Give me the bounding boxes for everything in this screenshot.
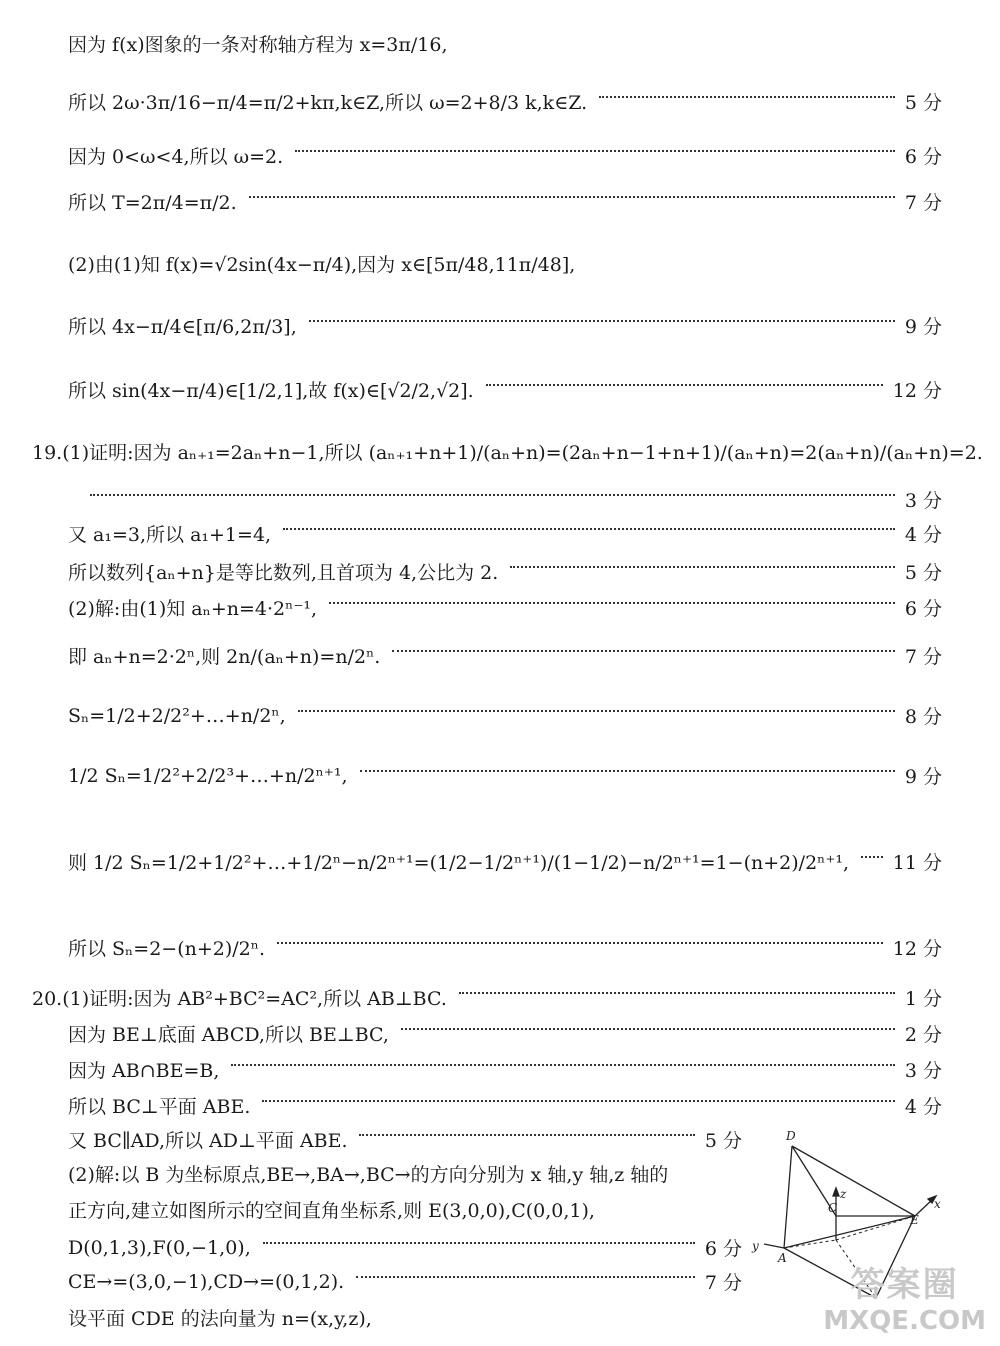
score: 6 分	[904, 146, 942, 168]
line-4: 所以 T=2π/4=π/2. 7 分	[68, 188, 942, 215]
line-18: 20.(1)证明:因为 AB²+BC²=AC²,所以 AB⊥BC. 1 分	[32, 984, 942, 1011]
label-d: D	[786, 1129, 796, 1143]
score: 5 分	[704, 1130, 742, 1152]
line-26: CE→=(3,0,−1),CD→=(0,1,2). 7 分	[68, 1268, 742, 1295]
leader-dots	[263, 1242, 695, 1244]
label-y: y	[752, 1239, 759, 1253]
score: 4 分	[904, 1096, 942, 1118]
leader-dots	[401, 1028, 895, 1030]
line-9	[90, 486, 942, 513]
score: 5 分	[904, 562, 942, 584]
score: 7 分	[904, 646, 942, 668]
line-10: 又 a₁=3,所以 a₁+1=4, 4 分	[68, 520, 942, 547]
line-21: 所以 BC⊥平面 ABE. 4 分	[68, 1092, 942, 1119]
score: 7 分	[904, 192, 942, 214]
label-c: C	[828, 1201, 838, 1215]
leader-dots	[298, 710, 895, 712]
z-axis-arrow	[833, 1188, 839, 1196]
line-7: 所以 sin(4x−π/4)∈[1/2,1],故 f(x)∈[√2/2,√2]. 12 分	[68, 376, 942, 403]
leader-dots	[231, 1064, 894, 1066]
line-27: 设平面 CDE 的法向量为 n=(x,y,z),	[68, 1308, 372, 1330]
leader-dots	[356, 1276, 695, 1278]
line-22: 又 BC∥AD,所以 AD⊥平面 ABE. 5 分	[68, 1126, 742, 1153]
line-25: D(0,1,3),F(0,−1,0), 6 分	[68, 1234, 742, 1261]
score: 8 分	[904, 706, 942, 728]
score: 6 分	[704, 1238, 742, 1260]
score: 4 分	[904, 524, 942, 546]
line-17: 所以 Sₙ=2−(n+2)/2ⁿ. 12 分	[68, 934, 942, 961]
line-16: 则 1/2 Sₙ=1/2+1/2²+…+1/2ⁿ−n/2ⁿ⁺¹=(1/2−1/2ⁿ⁺¹)/(1−1/2)−n/2ⁿ⁺¹=1−(n+2)/2ⁿ⁺¹, 11 分	[68, 848, 942, 875]
score: 3 分	[904, 1060, 942, 1082]
score: 9 分	[904, 316, 942, 338]
leader-dots	[861, 856, 883, 858]
score: 1 分	[904, 988, 942, 1010]
edge-ae	[784, 1216, 915, 1248]
leader-dots	[486, 384, 883, 386]
line-15: 1/2 Sₙ=1/2²+2/2³+…+n/2ⁿ⁺¹, 9 分	[68, 762, 942, 789]
line-2: 所以 2ω·3π/16−π/4=π/2+kπ,k∈Z,所以 ω=2+8/3 k,k∈Z. 5 分	[68, 88, 942, 115]
line-13: 即 aₙ+n=2·2ⁿ,则 2n/(aₙ+n)=n/2ⁿ. 7 分	[68, 642, 942, 669]
leader-dots	[359, 1134, 694, 1136]
y-axis	[764, 1244, 784, 1248]
score: 9 分	[904, 766, 942, 788]
line-24: 正方向,建立如图所示的空间直角坐标系,则 E(3,0,0),C(0,0,1),	[68, 1200, 595, 1222]
line-14: Sₙ=1/2+2/2²+…+n/2ⁿ, 8 分	[68, 702, 942, 729]
line-20: 因为 AB∩BE=B, 3 分	[68, 1056, 942, 1083]
label-e: E	[910, 1213, 919, 1227]
leader-dots	[599, 96, 895, 98]
leader-dots	[329, 602, 895, 604]
line-8: 19.(1)证明:因为 aₙ₊₁=2aₙ+n−1,所以 (aₙ₊₁+n+1)/(aₙ+n)=(2aₙ+n−1+n+1)/(aₙ+n)=2(aₙ+n)/(aₙ+n)=2.	[32, 442, 983, 464]
leader-dots	[295, 150, 895, 152]
line-1: 因为 f(x)图象的一条对称轴方程为 x=3π/16,	[68, 34, 448, 56]
line-5: (2)由(1)知 f(x)=√2sin(4x−π/4),因为 x∈[5π/48,11π/48],	[68, 254, 576, 276]
leader-dots	[90, 494, 895, 496]
label-x: x	[934, 1197, 941, 1211]
leader-dots	[309, 320, 895, 322]
line-12: (2)解:由(1)知 aₙ+n=4·2ⁿ⁻¹, 6 分	[68, 594, 942, 621]
line-19: 因为 BE⊥底面 ABCD,所以 BE⊥BC, 2 分	[68, 1020, 942, 1047]
edge-da	[784, 1146, 792, 1248]
label-a: A	[778, 1251, 787, 1265]
edge-be-hidden	[836, 1216, 915, 1240]
score: 12 分	[892, 938, 942, 960]
leader-dots	[459, 992, 895, 994]
leader-dots	[277, 942, 883, 944]
score: 3 分	[904, 490, 942, 512]
leader-dots	[262, 1100, 894, 1102]
line-6: 所以 4x−π/4∈[π/6,2π/3], 9 分	[68, 312, 942, 339]
watermark-logo-text: 答案圈	[850, 1265, 959, 1305]
score: 6 分	[904, 598, 942, 620]
line-3: 因为 0<ω<4,所以 ω=2. 6 分	[68, 142, 942, 169]
score: 12 分	[892, 380, 942, 402]
edge-de	[792, 1146, 915, 1216]
leader-dots	[283, 528, 895, 530]
score: 2 分	[904, 1024, 942, 1046]
label-z: z	[840, 1187, 847, 1201]
watermark	[823, 1257, 986, 1336]
leader-dots	[249, 196, 895, 198]
leader-dots	[510, 566, 895, 568]
score: 7 分	[704, 1272, 742, 1294]
score: 5 分	[904, 92, 942, 114]
line-11: 所以数列{aₙ+n}是等比数列,且首项为 4,公比为 2. 5 分	[68, 558, 942, 585]
leader-dots	[392, 650, 895, 652]
score: 11 分	[892, 852, 942, 874]
watermark-site-text: MXQE.COM	[823, 1306, 986, 1336]
leader-dots	[360, 770, 895, 772]
line-23: (2)解:以 B 为坐标原点,BE→,BA→,BC→的方向分别为 x 轴,y 轴,z 轴的	[68, 1164, 669, 1186]
